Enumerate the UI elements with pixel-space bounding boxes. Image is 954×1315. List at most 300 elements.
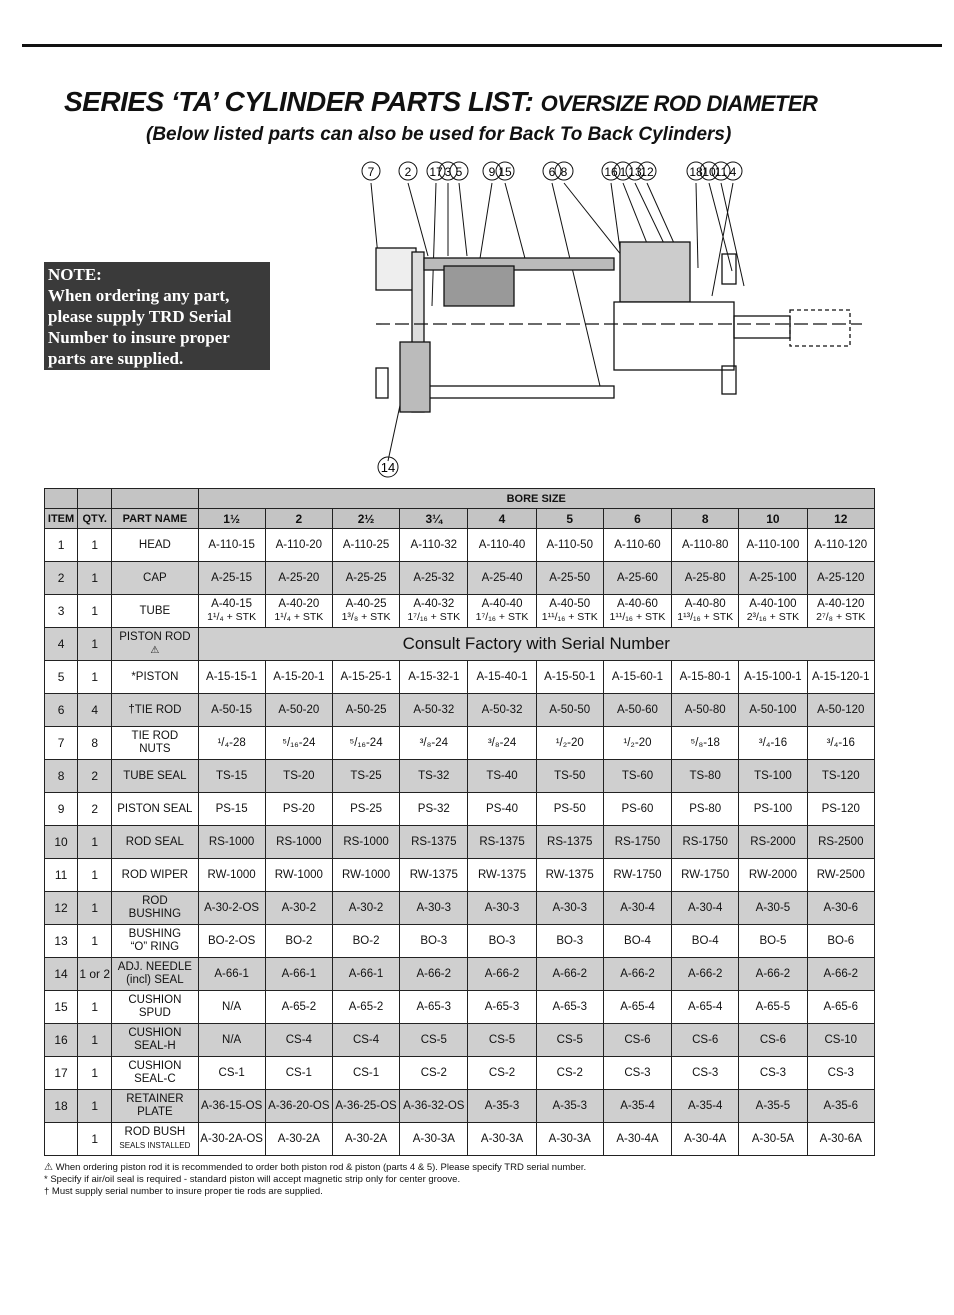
part-name-line-1: BUSHING <box>128 928 182 940</box>
part-name-cell <box>112 991 198 1024</box>
callout-15: 15 <box>498 165 512 179</box>
value-line-1: A-40-20 <box>278 598 320 610</box>
value-line-1: A-25-120 <box>817 571 865 584</box>
value-cell <box>807 1090 874 1123</box>
footnote-1: When ordering piston rod it is recommended to order both piston rod & piston (parts 4 & 5). Please specify TRD serial number. <box>55 1162 587 1173</box>
value-cell <box>603 859 671 892</box>
value-cell <box>807 826 874 859</box>
value-line-1: A-65-3 <box>416 1000 452 1013</box>
value-cell <box>739 793 807 826</box>
value-line-1: CS-5 <box>556 1033 583 1046</box>
value-line-1: A-15-50-1 <box>544 670 596 683</box>
value-cell <box>265 760 332 793</box>
value-cell <box>198 562 265 595</box>
value-cell <box>739 661 807 694</box>
value-cell <box>739 562 807 595</box>
value-cell <box>198 958 265 991</box>
qty-cell: 1 <box>78 661 112 694</box>
note-heading: NOTE: <box>48 265 102 284</box>
value-line-1: ³/₄-16 <box>758 736 788 749</box>
value-cell <box>536 694 603 727</box>
value-cell <box>603 991 671 1024</box>
value-cell <box>807 529 874 562</box>
item-header: ITEM <box>45 509 78 529</box>
value-line-1: A-15-15-1 <box>206 670 258 683</box>
value-cell <box>603 595 671 628</box>
value-line-1: A-66-2 <box>552 967 588 980</box>
item-cell: 11 <box>45 859 78 892</box>
value-line-1: A-110-20 <box>275 538 323 551</box>
value-line-1: PS-25 <box>350 802 383 815</box>
callout-13: 13 <box>628 165 642 179</box>
part-name-line-1: ROD <box>142 895 168 907</box>
value-cell <box>198 661 265 694</box>
value-line-1: RW-1000 <box>274 868 323 881</box>
value-line-1: RS-1375 <box>479 835 525 848</box>
qty-cell: 1 <box>78 892 112 925</box>
value-line-2: 1⁷/₁₆ + STK <box>407 611 461 623</box>
value-line-1: A-40-120 <box>817 598 865 610</box>
value-cell <box>739 694 807 727</box>
value-cell <box>739 991 807 1024</box>
value-line-1: RW-1375 <box>409 868 458 881</box>
value-line-1: TS-20 <box>283 769 315 782</box>
value-cell <box>400 859 468 892</box>
qty-cell: 1 <box>78 562 112 595</box>
value-line-1: A-35-4 <box>687 1099 723 1112</box>
value-cell <box>400 892 468 925</box>
value-line-1: BO-6 <box>827 934 855 947</box>
value-cell <box>265 826 332 859</box>
part-name-line-1: PISTON SEAL <box>117 802 193 815</box>
value-cell <box>536 661 603 694</box>
value-cell <box>468 859 536 892</box>
value-cell <box>332 925 399 958</box>
callout-10: 10 <box>702 165 716 179</box>
value-cell <box>807 892 874 925</box>
value-cell <box>332 958 399 991</box>
value-line-1: CS-3 <box>624 1066 651 1079</box>
value-cell <box>672 859 739 892</box>
value-line-1: A-25-15 <box>211 571 253 584</box>
value-cell <box>468 1057 536 1090</box>
top-rule <box>22 44 942 47</box>
value-cell <box>468 760 536 793</box>
value-line-1: RS-1750 <box>682 835 728 848</box>
callout-3: 3 <box>444 165 452 179</box>
value-line-1: ¹/₂-20 <box>623 736 652 749</box>
value-line-1: A-25-80 <box>684 571 726 584</box>
value-cell <box>198 1057 265 1090</box>
value-cell <box>265 793 332 826</box>
value-cell <box>468 958 536 991</box>
value-line-1: A-30-4A <box>684 1132 727 1145</box>
value-line-1: CS-3 <box>692 1066 719 1079</box>
value-cell <box>603 760 671 793</box>
callout-2: 2 <box>404 165 412 179</box>
consult-cell: Consult Factory with Serial Number <box>198 628 874 661</box>
value-line-1: A-25-40 <box>481 571 523 584</box>
value-cell <box>400 694 468 727</box>
value-cell <box>536 793 603 826</box>
value-line-1: CS-6 <box>759 1033 787 1046</box>
value-cell <box>265 694 332 727</box>
value-cell <box>536 595 603 628</box>
value-cell <box>400 1123 468 1156</box>
value-line-1: RS-1000 <box>208 835 255 848</box>
value-line-1: A-110-50 <box>546 538 593 551</box>
value-line-1: PS-32 <box>417 802 450 815</box>
footnotes <box>44 1162 586 1198</box>
bore-7-header: 8 <box>672 509 739 529</box>
value-cell <box>739 760 807 793</box>
value-cell <box>672 892 739 925</box>
qty-header: QTY. <box>78 509 112 529</box>
value-line-1: A-110-120 <box>814 538 868 551</box>
value-cell <box>198 529 265 562</box>
value-cell <box>265 991 332 1024</box>
value-line-1: A-30-2-OS <box>204 901 260 914</box>
value-cell <box>807 562 874 595</box>
part-name-cell <box>112 892 198 925</box>
value-cell <box>332 859 399 892</box>
value-cell <box>672 958 739 991</box>
value-cell <box>672 1123 739 1156</box>
value-line-2: 1¹/₄ + STK <box>274 611 324 623</box>
item-cell: 16 <box>45 1024 78 1057</box>
part-name-line-2: SPUD <box>138 1007 171 1019</box>
value-cell <box>672 925 739 958</box>
value-line-2: 1¹¹/₁₆ + STK <box>541 611 598 623</box>
value-line-1: CS-5 <box>488 1033 516 1046</box>
warning-icon: ⚠ <box>44 1162 53 1173</box>
value-cell <box>400 1057 468 1090</box>
title-sub: OVERSIZE ROD DIAMETER <box>540 91 818 116</box>
item-cell: 2 <box>45 562 78 595</box>
table-row <box>45 859 875 892</box>
parts-table <box>44 488 875 1156</box>
value-cell <box>332 595 399 628</box>
qty-cell: 1 <box>78 529 112 562</box>
callout-circles <box>362 162 742 180</box>
value-line-1: A-30-3 <box>416 901 452 914</box>
table-row <box>45 760 875 793</box>
value-cell <box>672 991 739 1024</box>
qty-cell: 1 <box>78 826 112 859</box>
item-cell: 12 <box>45 892 78 925</box>
value-line-1: A-50-80 <box>684 703 726 716</box>
value-cell <box>198 760 265 793</box>
value-line-1: PS-20 <box>282 802 315 815</box>
value-line-1: RW-1000 <box>341 868 391 881</box>
value-line-2: 1¹/₄ + STK <box>207 611 257 623</box>
part-name-cell <box>112 595 198 628</box>
value-line-1: CS-2 <box>556 1066 583 1079</box>
item-cell: 4 <box>45 628 78 661</box>
page-subtitle: (Below listed parts can also be used for Back To Back Cylinders) <box>146 124 732 145</box>
value-line-2: 1³/₈ + STK <box>341 611 391 623</box>
value-line-1: A-25-32 <box>413 571 455 584</box>
value-cell <box>468 595 536 628</box>
part-name-line-1: CUSHION <box>128 1027 182 1039</box>
value-line-1: A-36-32-OS <box>403 1099 465 1112</box>
value-line-1: A-66-2 <box>620 967 655 980</box>
value-line-1: CS-1 <box>352 1066 380 1079</box>
value-line-1: RW-2500 <box>816 868 865 881</box>
value-line-1: A-30-3A <box>480 1132 524 1145</box>
value-line-1: A-65-2 <box>348 1000 384 1013</box>
value-line-1: A-50-32 <box>481 703 523 716</box>
value-line-1: A-110-15 <box>208 538 255 551</box>
value-cell <box>198 727 265 760</box>
value-cell <box>400 562 468 595</box>
bore-6-header: 6 <box>603 509 671 529</box>
value-line-1: A-66-2 <box>484 967 520 980</box>
value-line-1: A-50-120 <box>817 703 865 716</box>
value-line-1: A-50-25 <box>345 703 387 716</box>
part-name-line-1: CUSHION <box>128 994 182 1006</box>
value-line-1: CS-3 <box>759 1066 787 1079</box>
value-line-1: A-40-15 <box>211 598 253 610</box>
part-name-line-2: (incl) SEAL <box>126 974 184 986</box>
part-name-line-1: RETAINER <box>126 1093 184 1105</box>
part-name-cell <box>112 760 198 793</box>
value-cell <box>468 1123 536 1156</box>
part-name-line-1: TUBE SEAL <box>123 769 187 782</box>
value-cell <box>672 1024 739 1057</box>
table-row <box>45 1057 875 1090</box>
value-line-1: RS-1750 <box>614 835 661 848</box>
value-line-1: ⁵/₈-18 <box>690 736 720 749</box>
value-cell <box>468 727 536 760</box>
footnote-3: † Must supply serial number to insure proper tie rods are supplied. <box>44 1186 323 1197</box>
value-line-1: A-30-3A <box>412 1132 455 1145</box>
qty-cell: 1 <box>78 628 112 661</box>
value-cell <box>332 661 399 694</box>
value-line-1: A-30-4A <box>616 1132 659 1145</box>
value-line-1: A-30-5A <box>751 1132 795 1145</box>
value-line-1: A-30-2A <box>344 1132 388 1145</box>
part-name-cell <box>112 661 198 694</box>
value-cell <box>603 1123 671 1156</box>
value-cell <box>332 793 399 826</box>
value-cell <box>332 727 399 760</box>
part-name-cell <box>112 1090 198 1123</box>
value-line-1: RS-2500 <box>818 835 864 848</box>
value-line-1: A-35-4 <box>620 1099 655 1112</box>
value-line-1: RW-2000 <box>748 868 797 881</box>
value-line-1: ¹/₄-28 <box>217 736 246 749</box>
value-line-1: A-50-20 <box>278 703 320 716</box>
part-name-cell <box>112 529 198 562</box>
value-cell <box>198 859 265 892</box>
value-cell <box>739 925 807 958</box>
callout-4: 4 <box>729 165 737 179</box>
part-name-cell <box>112 826 198 859</box>
note-body: When ordering any part, please supply TRD Serial Number to insure proper parts are supplied. <box>48 286 232 368</box>
value-cell <box>603 925 671 958</box>
value-cell <box>198 991 265 1024</box>
value-cell <box>536 991 603 1024</box>
cylinder-diagram <box>352 156 882 486</box>
cylinder-body <box>376 242 862 412</box>
value-cell <box>536 760 603 793</box>
value-line-1: ⁵/₁₆-24 <box>349 736 383 749</box>
value-line-1: BO-2 <box>285 934 313 947</box>
value-line-1: CS-2 <box>420 1066 447 1079</box>
value-cell <box>807 793 874 826</box>
value-cell <box>603 1024 671 1057</box>
value-cell <box>536 727 603 760</box>
table-row <box>45 1123 875 1156</box>
value-cell <box>198 1090 265 1123</box>
part-name-cell <box>112 694 198 727</box>
value-line-1: A-35-6 <box>823 1099 859 1112</box>
value-cell <box>400 826 468 859</box>
table-row <box>45 1090 875 1123</box>
value-line-1: PS-50 <box>553 802 586 815</box>
part-name-header: PART NAME <box>112 509 198 529</box>
value-cell <box>807 595 874 628</box>
item-cell: 1 <box>45 529 78 562</box>
value-cell <box>603 562 671 595</box>
value-line-1: A-15-25-1 <box>340 670 392 683</box>
value-cell <box>807 925 874 958</box>
table-row <box>45 562 875 595</box>
value-line-1: A-25-50 <box>549 571 591 584</box>
value-cell <box>468 661 536 694</box>
value-cell <box>400 1024 468 1057</box>
value-line-1: CS-6 <box>624 1033 651 1046</box>
part-name-line-1: CAP <box>143 571 167 584</box>
value-line-1: BO-3 <box>420 934 448 947</box>
value-line-1: TS-120 <box>821 769 860 782</box>
value-line-1: PS-80 <box>689 802 722 815</box>
value-cell <box>198 892 265 925</box>
value-line-1: A-36-15-OS <box>200 1099 263 1112</box>
value-cell <box>400 661 468 694</box>
value-cell <box>332 1123 399 1156</box>
value-line-1: TS-15 <box>215 769 248 782</box>
qty-cell: 1 <box>78 1057 112 1090</box>
value-cell <box>672 727 739 760</box>
value-cell <box>332 991 399 1024</box>
value-cell <box>739 1090 807 1123</box>
value-cell <box>265 727 332 760</box>
value-line-1: A-30-4 <box>687 901 723 914</box>
value-cell <box>536 1057 603 1090</box>
value-cell <box>198 793 265 826</box>
value-cell <box>807 1057 874 1090</box>
value-cell <box>468 892 536 925</box>
value-line-1: RS-1375 <box>547 835 593 848</box>
value-line-1: RW-1750 <box>681 868 730 881</box>
value-cell <box>468 826 536 859</box>
table-row <box>45 958 875 991</box>
callout-8: 8 <box>560 165 568 179</box>
value-line-1: A-30-3 <box>552 901 588 914</box>
value-cell <box>672 1057 739 1090</box>
value-line-1: A-40-32 <box>413 598 455 610</box>
part-name-line-1: CUSHION <box>128 1060 182 1072</box>
bore-3-header: 3¼ <box>400 509 468 529</box>
part-name-line-1: ROD WIPER <box>121 868 189 881</box>
value-line-1: CS-5 <box>420 1033 447 1046</box>
value-line-1: A-65-4 <box>620 1000 655 1013</box>
page-title <box>64 86 817 118</box>
callout-12: 12 <box>640 165 654 179</box>
part-name-line-2: SEAL-C <box>134 1073 176 1085</box>
part-name-cell <box>112 628 198 661</box>
value-cell <box>198 595 265 628</box>
value-line-1: A-30-4 <box>620 901 655 914</box>
value-line-1: N/A <box>222 1000 242 1013</box>
value-line-1: A-30-3A <box>548 1132 591 1145</box>
value-line-1: PS-15 <box>215 802 248 815</box>
callout-5: 5 <box>455 165 463 179</box>
value-line-1: CS-10 <box>824 1033 858 1046</box>
value-line-1: BO-3 <box>488 934 516 947</box>
callout-1: 1 <box>619 165 627 179</box>
value-cell <box>400 760 468 793</box>
value-cell <box>332 1024 399 1057</box>
value-cell <box>332 694 399 727</box>
bore-size-header: BORE SIZE <box>198 489 874 509</box>
value-cell <box>198 1123 265 1156</box>
value-line-1: A-40-50 <box>549 598 591 610</box>
part-name-line-2: SEALS INSTALLED <box>119 1141 191 1150</box>
value-line-1: A-40-100 <box>749 598 797 610</box>
value-line-1: A-66-2 <box>755 967 791 980</box>
value-cell <box>265 925 332 958</box>
value-line-1: BO-5 <box>759 934 787 947</box>
footnote-2: * Specify if air/oil seal is required - standard piston will accept magnetic strip only for center groove. <box>44 1174 461 1185</box>
value-cell <box>400 727 468 760</box>
value-line-1: A-25-60 <box>617 571 658 584</box>
table-row <box>45 826 875 859</box>
table-row <box>45 925 875 958</box>
callout-9: 9 <box>488 165 496 179</box>
warning-icon: ⚠ <box>150 645 160 656</box>
qty-cell: 1 <box>78 1090 112 1123</box>
item-cell: 10 <box>45 826 78 859</box>
value-cell <box>739 1057 807 1090</box>
item-cell: 7 <box>45 727 78 760</box>
value-cell <box>468 1024 536 1057</box>
value-line-1: A-110-100 <box>746 538 800 551</box>
part-name-cell <box>112 1123 198 1156</box>
value-cell <box>265 562 332 595</box>
value-cell <box>739 826 807 859</box>
value-cell <box>468 925 536 958</box>
value-cell <box>672 1090 739 1123</box>
value-cell <box>807 958 874 991</box>
value-line-1: RW-1375 <box>545 868 594 881</box>
value-cell <box>536 562 603 595</box>
callout-11: 11 <box>714 165 728 179</box>
value-cell <box>739 892 807 925</box>
value-line-1: A-65-6 <box>823 1000 859 1013</box>
value-cell <box>198 925 265 958</box>
value-cell <box>739 1024 807 1057</box>
bore-8-header: 10 <box>739 509 807 529</box>
value-cell <box>265 1123 332 1156</box>
title-main: SERIES ‘TA’ CYLINDER PARTS LIST: <box>64 86 534 117</box>
value-line-1: CS-6 <box>692 1033 719 1046</box>
value-line-1: N/A <box>222 1033 242 1046</box>
value-line-1: A-30-6A <box>819 1132 862 1145</box>
value-cell <box>672 595 739 628</box>
